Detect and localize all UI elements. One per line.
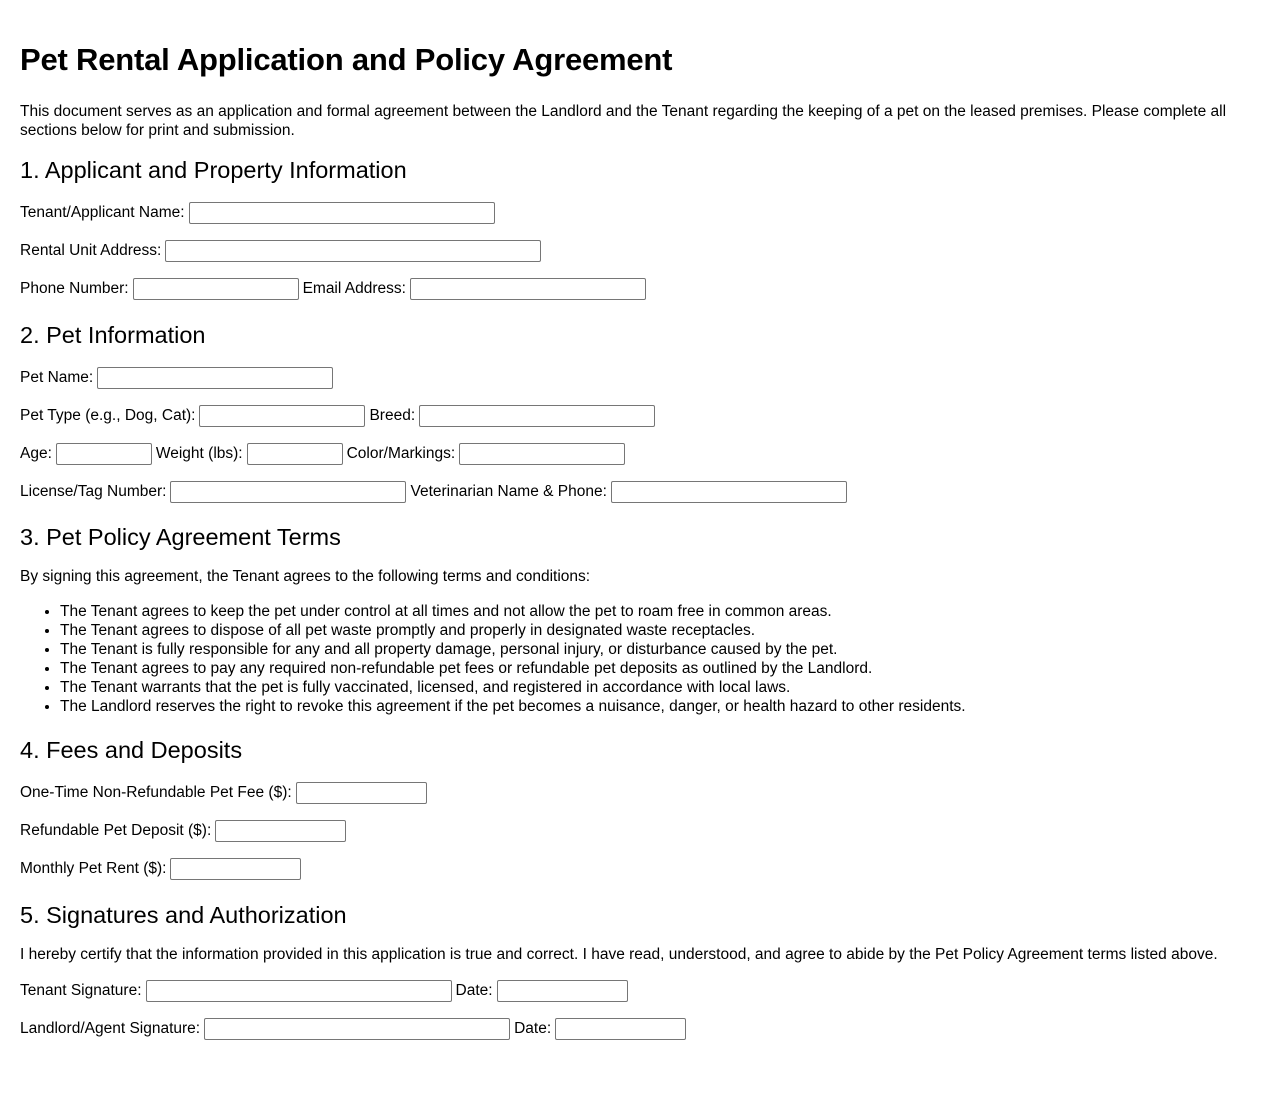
list-item: • The Tenant agrees to dispose of all pet waste promptly and properly in designated waste receptacles. xyxy=(60,621,1242,640)
contact-row xyxy=(20,278,1242,300)
page-title: Pet Rental Application and Policy Agreement xyxy=(20,42,673,77)
pet-name-input[interactable] xyxy=(97,367,333,389)
landlord-signature-input[interactable] xyxy=(204,1018,510,1040)
phone-label: Phone Number: xyxy=(20,280,129,297)
section-3-heading: 3. Pet Policy Agreement Terms xyxy=(20,524,341,550)
list-item: • The Tenant agrees to pay any required non-refundable pet fees or refundable pet deposits as outlined by the Landlord. xyxy=(60,659,1242,678)
tenant-date-label: Date: xyxy=(455,982,493,999)
breed-input[interactable] xyxy=(419,405,655,427)
age-input[interactable] xyxy=(56,443,152,465)
pet-type-input[interactable] xyxy=(199,405,365,427)
license-input[interactable] xyxy=(170,481,406,503)
pet-type-label: Pet Type (e.g., Dog, Cat): xyxy=(20,407,196,424)
color-label: Color/Markings: xyxy=(346,445,456,462)
list-item: • The Tenant warrants that the pet is fully vaccinated, licensed, and registered in accordance with local laws. xyxy=(60,678,1242,697)
pet-details-row xyxy=(20,443,1242,465)
age-label: Age: xyxy=(20,445,52,462)
list-item: • The Landlord reserves the right to revoke this agreement if the pet becomes a nuisance, danger, or health hazard to other residents. xyxy=(60,697,1242,716)
tenant-name-row xyxy=(20,202,1242,224)
phone-input[interactable] xyxy=(133,278,299,300)
intro-text: This document serves as an application and formal agreement between the Landlord and the Tenant regarding the keeping of a pet on the leased premises. Please complete all sections below for print and submission. xyxy=(20,103,1227,139)
list-item: • The Tenant is fully responsible for any and all property damage, personal injury, or disturbance caused by the pet. xyxy=(60,640,1242,659)
list-item: • The Tenant agrees to keep the pet under control at all times and not allow the pet to roam free in common areas. xyxy=(60,602,1242,621)
address-input[interactable] xyxy=(165,240,541,262)
deposit-input[interactable] xyxy=(215,820,346,842)
address-row xyxy=(20,240,1242,262)
vet-input[interactable] xyxy=(611,481,847,503)
breed-label: Breed: xyxy=(369,407,416,424)
license-label: License/Tag Number: xyxy=(20,483,167,500)
pet-fee-row xyxy=(20,782,1242,804)
section-5-heading: 5. Signatures and Authorization xyxy=(20,902,347,928)
landlord-signature-row xyxy=(20,1018,1242,1040)
address-label: Rental Unit Address: xyxy=(20,242,162,259)
rent-input[interactable] xyxy=(170,858,301,880)
section-4-heading: 4. Fees and Deposits xyxy=(20,737,243,763)
license-row xyxy=(20,481,1242,503)
tenant-name-input[interactable] xyxy=(189,202,495,224)
tenant-signature-label: Tenant Signature: xyxy=(20,982,142,999)
color-input[interactable] xyxy=(459,443,625,465)
tenant-date-input[interactable] xyxy=(497,980,628,1002)
weight-label: Weight (lbs): xyxy=(155,445,243,462)
tenant-name-label: Tenant/Applicant Name: xyxy=(20,204,185,221)
landlord-date-input[interactable] xyxy=(555,1018,686,1040)
terms-list xyxy=(20,602,1242,716)
tenant-signature-row xyxy=(20,980,1242,1002)
terms-intro: By signing this agreement, the Tenant agrees to the following terms and conditions: xyxy=(20,568,591,585)
pet-name-row xyxy=(20,367,1242,389)
deposit-row xyxy=(20,820,1242,842)
email-label: Email Address: xyxy=(302,280,406,297)
section-2-heading: 2. Pet Information xyxy=(20,322,206,348)
rent-row xyxy=(20,858,1242,880)
pet-fee-label: One-Time Non-Refundable Pet Fee ($): xyxy=(20,784,292,801)
certification-text: I hereby certify that the information provided in this application is true and correct. I have read, understood, and agree to abide by the Pet Policy Agreement terms listed above. xyxy=(20,946,1218,963)
section-1-heading: 1. Applicant and Property Information xyxy=(20,157,407,183)
pet-fee-input[interactable] xyxy=(296,782,427,804)
pet-type-row xyxy=(20,405,1242,427)
weight-input[interactable] xyxy=(247,443,343,465)
vet-label: Veterinarian Name & Phone: xyxy=(410,483,607,500)
landlord-date-label: Date: xyxy=(514,1020,552,1037)
email-input[interactable] xyxy=(410,278,646,300)
deposit-label: Refundable Pet Deposit ($): xyxy=(20,822,212,839)
pet-name-label: Pet Name: xyxy=(20,369,94,386)
landlord-signature-label: Landlord/Agent Signature: xyxy=(20,1020,201,1037)
tenant-signature-input[interactable] xyxy=(146,980,452,1002)
rent-label: Monthly Pet Rent ($): xyxy=(20,860,167,877)
